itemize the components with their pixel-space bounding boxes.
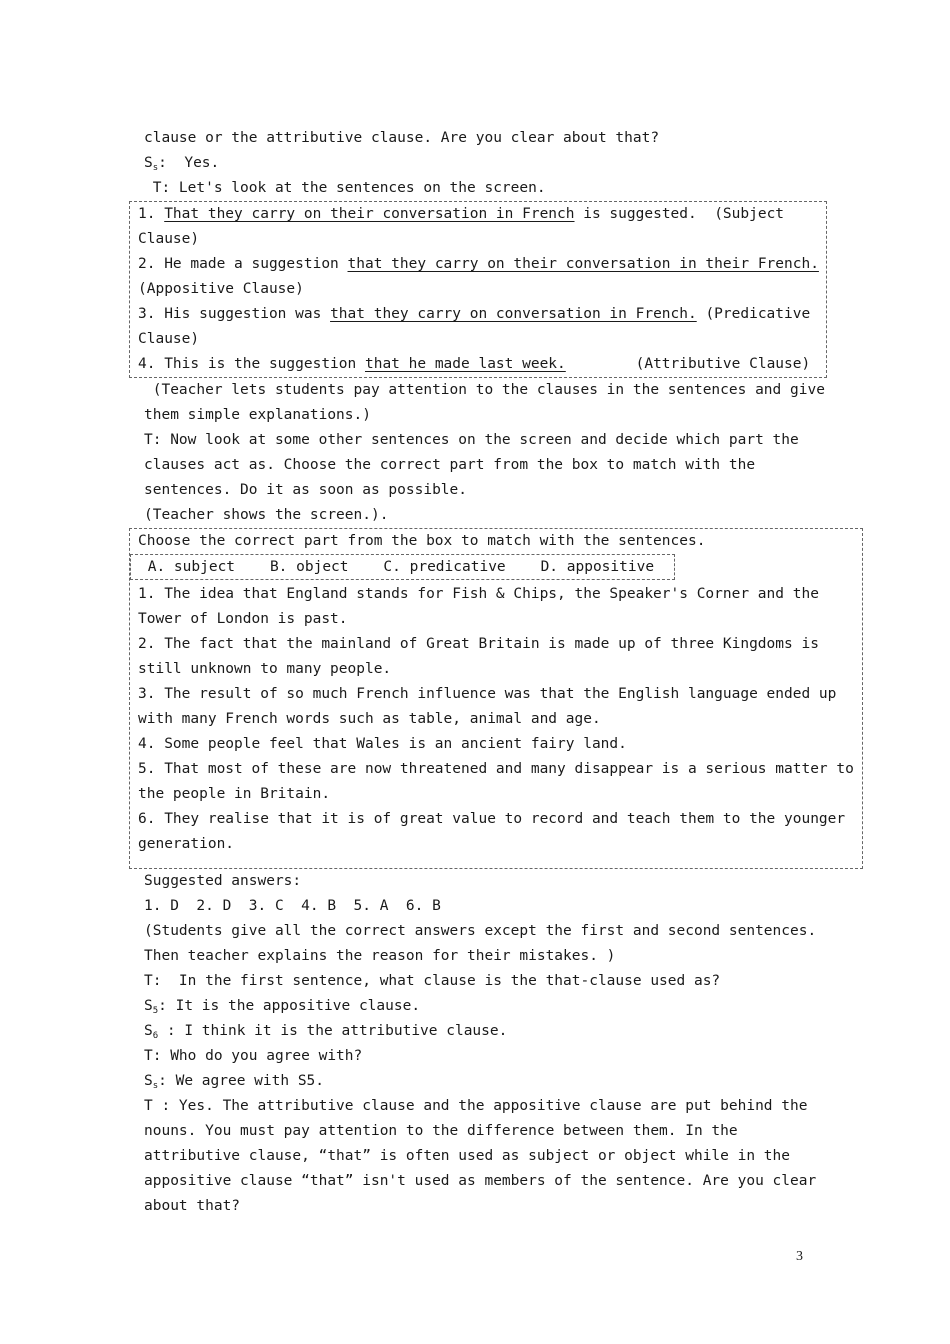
sentence-line: 4. This is the suggestion that he made last week. (Attributive Clause) [138, 356, 811, 372]
paragraph-line: nouns. You must pay attention to the difference between them. In the [144, 1123, 738, 1139]
exercise-line: Tower of London is past. [138, 611, 348, 627]
paragraph-line: (Teacher lets students pay attention to the clauses in the sentences and give [144, 382, 825, 398]
exercise-line: still unknown to many people. [138, 661, 392, 677]
exercise-line: with many French words such as table, animal and age. [138, 711, 601, 727]
exercise-line: 3. The result of so much French influence was that the English language ended up [138, 686, 837, 702]
paragraph-line: sentences. Do it as soon as possible. [144, 482, 468, 498]
exercise-line: 4. Some people feel that Wales is an ancient fairy land. [138, 736, 627, 752]
exercise-line: 1. The idea that England stands for Fish & Chips, the Speaker's Corner and the [138, 586, 819, 602]
page-number: 3 [796, 1249, 803, 1264]
dialog-line: $S_5$: It is the appositive clause. [144, 998, 421, 1016]
paragraph-line: (Students give all the correct answers except the first and second sentences. [144, 923, 817, 939]
document-body [138, 126, 864, 1219]
paragraph-line: attributive clause, “that” is often used as subject or object while in the [144, 1148, 791, 1164]
exercise-line: 2. The fact that the mainland of Great Britain is made up of three Kingdoms is [138, 636, 819, 652]
exercise-line: 5. That most of these are now threatened and many disappear is a serious matter to [138, 761, 854, 777]
sentence-line: (Appositive Clause) [138, 281, 304, 297]
dialog-line: $S_6$ : I think it is the attributive clause. [144, 1023, 508, 1041]
paragraph-line: T: Now look at some other sentences on the screen and decide which part the [144, 432, 799, 448]
paragraph-line: appositive clause “that” isn't used as members of the sentence. Are you clear [144, 1173, 817, 1189]
paragraph-line: (Teacher shows the screen.). [144, 507, 389, 523]
paragraph-line: T: Let's look at the sentences on the screen. [144, 180, 546, 196]
sentence-line: 3. His suggestion was that they carry on conversation in French. (Predicative [138, 306, 811, 322]
paragraph-line: them simple explanations.) [144, 407, 371, 423]
sentence-line: 2. He made a suggestion that they carry on their conversation in their French. [138, 256, 819, 272]
paragraph-line: Then teacher explains the reason for their mistakes. ) [144, 948, 616, 964]
exercise-line: the people in Britain. [138, 786, 331, 802]
exercise-box [129, 528, 863, 869]
paragraph-line: T: In the first sentence, what clause is the that-clause used as? [144, 973, 721, 989]
paragraph-line: Suggested answers: [144, 873, 302, 889]
paragraph-line: T : Yes. The attributive clause and the appositive clause are put behind the [144, 1098, 808, 1114]
sentence-line: Clause) [138, 231, 200, 247]
exercise-line: generation. [138, 836, 235, 852]
sentence-line: Clause) [138, 331, 200, 347]
sentence-line: 1. That they carry on their conversation in French is suggested. (Subject [138, 206, 785, 222]
dialog-line: $S_s$: Yes. [144, 155, 220, 173]
example-sentences-box [129, 201, 827, 378]
paragraph-line: clauses act as. Choose the correct part from the box to match with the [144, 457, 756, 473]
options-box: A. subject B. object C. predicative D. appositive [130, 554, 675, 580]
answer-key: 1. D 2. D 3. C 4. B 5. A 6. B [144, 898, 441, 914]
subscript: s [152, 163, 159, 173]
paragraph-line: clause or the attributive clause. Are you clear about that? [144, 130, 660, 146]
exercise-line: 6. They realise that it is of great value to record and teach them to the younger [138, 811, 846, 827]
paragraph-line: about that? [144, 1198, 241, 1214]
exercise-instruction: Choose the correct part from the box to match with the sentences. [138, 533, 706, 549]
dialog-line: T: Who do you agree with? [144, 1048, 363, 1064]
dialog-line: $S_s$: We agree with S5. [144, 1073, 325, 1091]
